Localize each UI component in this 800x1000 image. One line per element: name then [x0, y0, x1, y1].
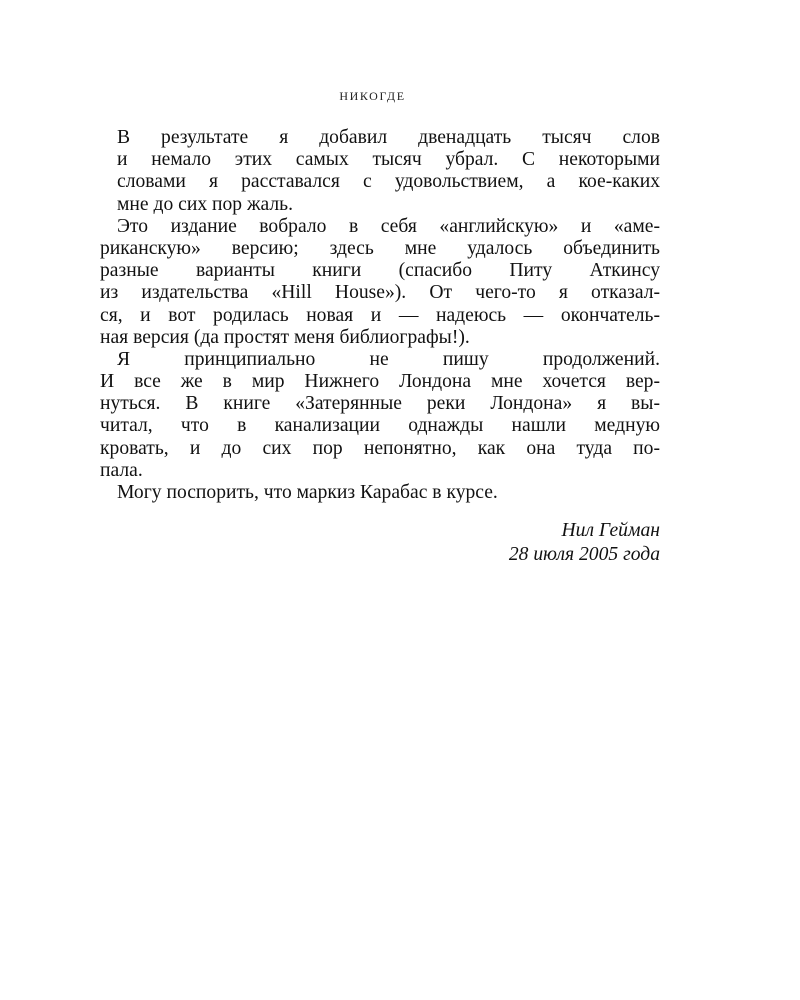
signature-date: 28 июля 2005 года: [508, 544, 660, 565]
text-line: И все же в мир Нижнего Лондона мне хочется вер-: [100, 371, 660, 393]
text-line: Могу поспорить, что маркиз Карабас в курсе.: [117, 482, 498, 503]
signature: [117, 519, 660, 567]
text-line: нуться. В книге «Затерянные реки Лондона» я вы-: [100, 393, 660, 415]
text-line: Я принципиально не пишу продолжений.: [117, 348, 660, 370]
text-line: словами я расставался с удовольствием, а кое-каких: [117, 171, 660, 193]
text-line: риканскую» версию; здесь мне удалось объединить: [100, 237, 660, 259]
text-line: Это издание вобрало в себя «английскую» и «аме-: [117, 215, 660, 237]
signature-author: Нил Гейман: [561, 520, 660, 541]
text-line: пала.: [100, 459, 143, 481]
running-head: НИКОГДЕ: [339, 89, 406, 103]
text-line: разные варианты книги (спасибо Питу Аткинсу: [100, 260, 660, 282]
text-line: и немало этих самых тысяч убрал. С некоторыми: [117, 149, 660, 171]
text-line: ся, и вот родилась новая и — надеюсь — окончатель-: [100, 304, 660, 326]
body-text: [100, 127, 660, 504]
text-line: читал, что в канализации однажды нашли медную: [100, 415, 660, 437]
text-line: ная версия (да простят меня библиографы!).: [100, 326, 470, 348]
text-line: из издательства «Hill House»). От чего-то я отказал-: [100, 282, 660, 304]
text-line: В результате я добавил двенадцать тысяч слов: [117, 127, 660, 148]
text-line: мне до сих пор жаль.: [117, 193, 294, 215]
text-line: кровать, и до сих пор непонятно, как она туда по-: [100, 437, 660, 459]
